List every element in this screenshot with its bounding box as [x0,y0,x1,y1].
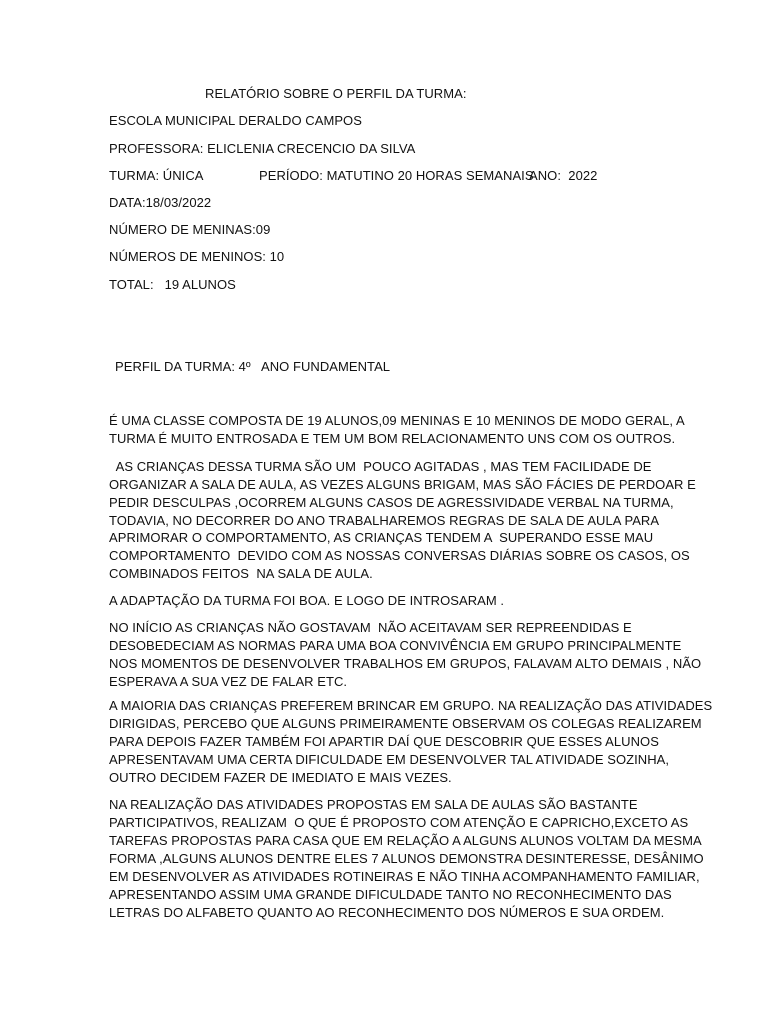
paragraph-line: A ADAPTAÇÃO DA TURMA FOI BOA. E LOGO DE INTROSARAM . [109,593,505,608]
paragraph-line: COMBINADOS FEITOS NA SALA DE AULA. [109,566,373,581]
paragraph-line: ORGANIZAR A SALA DE AULA, AS VEZES ALGUNS BRIGAM, MAS SÃO FÁCIES DE PERDOAR E [109,477,696,492]
girls-count: NÚMERO DE MENINAS:09 [109,222,271,237]
report-date: DATA:18/03/2022 [109,195,212,210]
paragraph-line: NO INÍCIO AS CRIANÇAS NÃO GOSTAVAM NÃO ACEITAVAM SER REPREENDIDAS E [109,620,632,635]
paragraph-line: TODAVIA, NO DECORRER DO ANO TRABALHAREMOS REGRAS DE SALA DE AULA PARA [109,513,660,528]
paragraph-line: É UMA CLASSE COMPOSTA DE 19 ALUNOS,09 MENINAS E 10 MENINOS DE MODO GERAL, A [109,413,685,428]
paragraph-line: COMPORTAMENTO DEVIDO COM AS NOSSAS CONVERSAS DIÁRIAS SOBRE OS CASOS, OS [109,548,690,563]
teacher-name: PROFESSORA: ELICLENIA CRECENCIO DA SILVA [109,141,416,156]
paragraph-line: EM DESENVOLVER AS ATIVIDADES ROTINEIRAS E NÃO TINHA ACOMPANHAMENTO FAMILIAR, [109,869,700,884]
paragraph-line: PEDIR DESCULPAS ,OCORREM ALGUNS CASOS DE AGRESSIVIDADE VERBAL NA TURMA, [109,495,674,510]
paragraph-line: PARTICIPATIVOS, REALIZAM O QUE É PROPOSTO COM ATENÇÃO E CAPRICHO,EXCETO AS [109,815,689,830]
paragraph-line: APRESENTAVAM UMA CERTA DIFICULDADE EM DESENVOLVER TAL ATIVIDADE SOZINHA, [109,752,670,767]
paragraph-line: TURMA É MUITO ENTROSADA E TEM UM BOM RELACIONAMENTO UNS COM OS OUTROS. [109,431,676,446]
paragraph-line: TAREFAS PROPOSTAS PARA CASA QUE EM RELAÇÃO A ALGUNS ALUNOS VOLTAM DA MESMA [109,833,702,848]
boys-count: NÚMEROS DE MENINOS: 10 [109,249,285,264]
paragraph-line: NOS MOMENTOS DE DESENVOLVER TRABALHOS EM GRUPOS, FALAVAM ALTO DEMAIS , NÃO [109,656,702,671]
paragraph-line: DESOBEDECIAM AS NORMAS PARA UMA BOA CONVIVÊNCIA EM GRUPO PRINCIPALMENTE [109,638,682,653]
class-ano: ANO: 2022 [529,168,598,183]
paragraph-line: A MAIORIA DAS CRIANÇAS PREFEREM BRINCAR EM GRUPO. NA REALIZAÇÃO DAS ATIVIDADES [109,698,713,713]
paragraph-line: DIRIGIDAS, PERCEBO QUE ALGUNS PRIMEIRAMENTE OBSERVAM OS COLEGAS REALIZAREM [109,716,702,731]
school-name: ESCOLA MUNICIPAL DERALDO CAMPOS [109,113,362,128]
paragraph-line: APRIMORAR O COMPORTAMENTO, AS CRIANÇAS TENDEM A SUPERANDO ESSE MAU [109,530,654,545]
paragraph-line: APRESENTANDO ASSIM UMA GRANDE DIFICULDADE TANTO NO RECONHECIMENTO DAS [109,887,672,902]
paragraph-line: OUTRO DECIDEM FAZER DE IMEDIATO E MAIS VEZES. [109,770,452,785]
paragraph-line: FORMA ,ALGUNS ALUNOS DENTRE ELES 7 ALUNOS DEMONSTRA DESINTERESSE, DESÂNIMO [109,851,704,866]
paragraph-line: ESPERAVA A SUA VEZ DE FALAR ETC. [109,674,348,689]
profile-heading: PERFIL DA TURMA: 4º ANO FUNDAMENTAL [115,359,391,374]
document-title: RELATÓRIO SOBRE O PERFIL DA TURMA: [205,86,467,101]
paragraph-line: LETRAS DO ALFABETO QUANTO AO RECONHECIMENTO DOS NÚMEROS E SUA ORDEM. [109,905,665,920]
class-turma: TURMA: ÚNICA [109,168,204,183]
paragraph-line: NA REALIZAÇÃO DAS ATIVIDADES PROPOSTAS EM SALA DE AULAS SÃO BASTANTE [109,797,638,812]
total-count: TOTAL: 19 ALUNOS [109,277,236,292]
paragraph-line: AS CRIANÇAS DESSA TURMA SÃO UM POUCO AGITADAS , MAS TEM FACILIDADE DE [109,459,652,474]
class-periodo: PERÍODO: MATUTINO 20 HORAS SEMANAIS [259,168,534,183]
paragraph-line: PARA DEPOIS FAZER TAMBÉM FOI APARTIR DAÍ QUE DESCOBRIR QUE ESSES ALUNOS [109,734,659,749]
